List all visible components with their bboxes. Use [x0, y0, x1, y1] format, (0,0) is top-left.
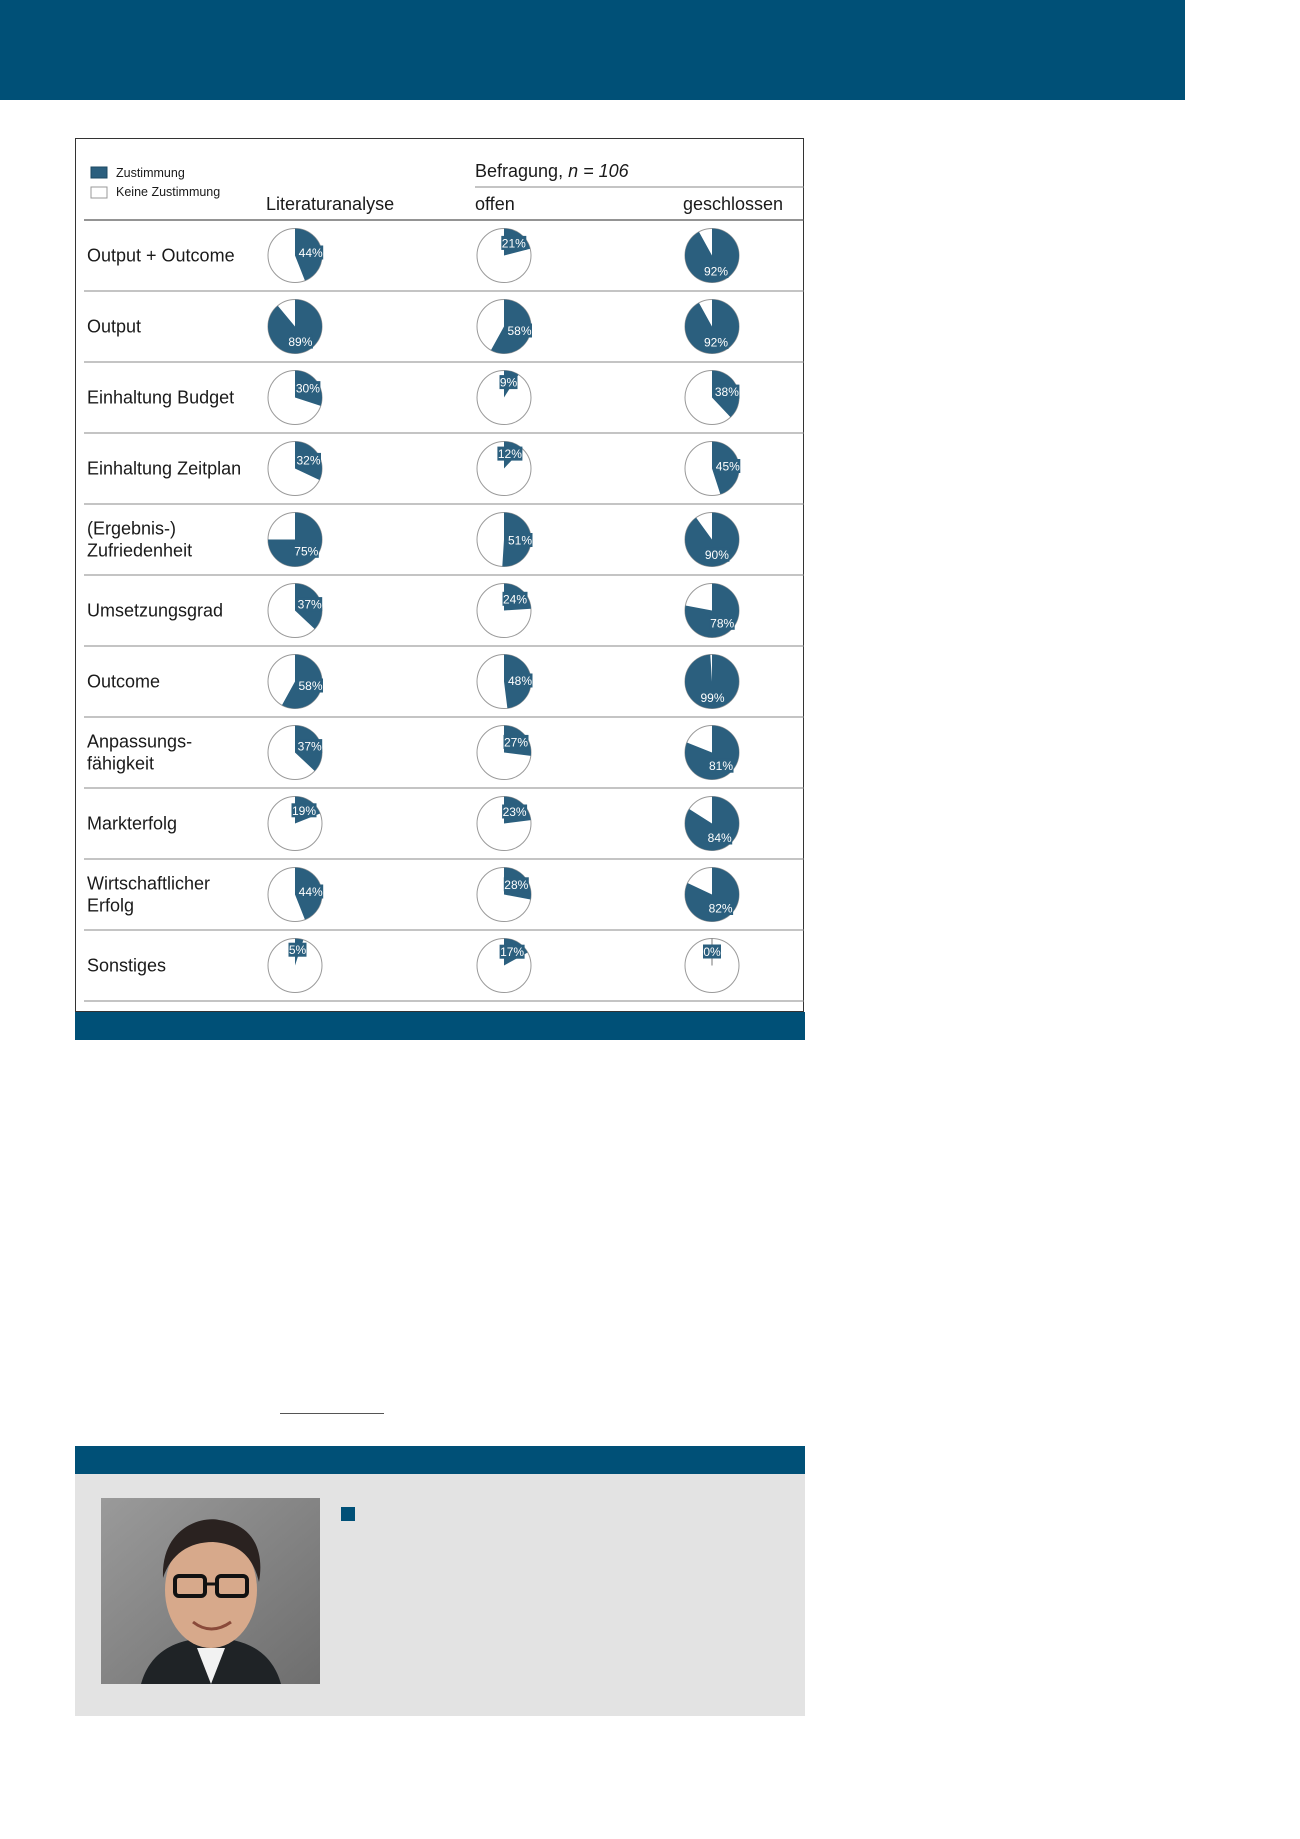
pie-label-7-1: 27%: [503, 735, 529, 750]
row-label-7-a: Anpassungs-: [87, 731, 193, 752]
pie-label-2-2: 38%: [714, 385, 739, 400]
row-label-3: Einhaltung Zeitplan: [87, 458, 242, 479]
pie-label-4-1: 51%: [507, 533, 533, 548]
column-header-0: Literaturanalyse: [266, 194, 395, 214]
group-header: Befragung, n = 106: [475, 161, 629, 181]
pie-label-10-2: 0%: [703, 945, 721, 959]
pie-label-9-1: 28%: [504, 877, 529, 892]
author-header-bar: [75, 1446, 805, 1474]
figure-bottom-bar: [75, 1012, 805, 1040]
pie-label-0-0: 44%: [298, 246, 323, 260]
pie-label-8-1: 23%: [502, 805, 527, 819]
row-label-7-b: fähigkeit: [87, 753, 155, 774]
pie-label-1-0: 89%: [288, 335, 313, 350]
pie-label-3-0: 32%: [296, 453, 321, 468]
pie-label-1-2: 92%: [703, 335, 729, 350]
row-label-8: Markterfolg: [87, 813, 178, 834]
pie-label-8-0: 19%: [291, 803, 317, 818]
pie-label-0-2: 92%: [703, 264, 729, 279]
pie-matrix-figure: [75, 138, 805, 1040]
pie-label-3-1: 12%: [497, 447, 522, 462]
pie-label-8-2: 84%: [707, 831, 732, 845]
row-label-9-b: Erfolg: [87, 895, 135, 916]
pie-label-9-2: 82%: [708, 901, 733, 916]
pie-label-2-1: 9%: [499, 375, 518, 390]
pie-label-6-1: 48%: [507, 674, 533, 688]
pie-label-7-0: 37%: [297, 739, 322, 754]
pie-label-10-0: 5%: [288, 943, 307, 958]
row-label-10: Sonstiges: [87, 955, 167, 976]
row-label-4-b: Zufriedenheit: [87, 540, 193, 561]
pie-label-0-1: 21%: [501, 236, 526, 251]
pie-label-5-1: 24%: [502, 592, 528, 607]
column-header-1: offen: [475, 194, 515, 214]
row-label-0: Output + Outcome: [87, 245, 235, 266]
pie-label-5-0: 37%: [297, 597, 322, 612]
pie-label-4-0: 75%: [294, 544, 319, 559]
row-label-6: Outcome: [87, 671, 161, 692]
pie-label-5-2: 78%: [710, 616, 735, 631]
row-label-9-a: Wirtschaftlicher: [87, 873, 211, 894]
legend-swatch-zustimmung: [91, 167, 107, 178]
pie-label-6-0: 58%: [298, 679, 323, 693]
row-label-5: Umsetzungsgrad: [87, 600, 224, 621]
author-photo: [101, 1498, 320, 1684]
column-header-2: geschlossen: [683, 194, 784, 214]
legend-label-zustimmung: Zustimmung: [116, 166, 185, 180]
pie-label-1-1: 58%: [507, 324, 532, 338]
pie-matrix-chart: [75, 138, 805, 1012]
author-box: [75, 1474, 805, 1716]
legend-label-keine-zustimmung: Keine Zustimmung: [116, 185, 221, 199]
pie-label-10-1: 17%: [500, 945, 525, 960]
pie-label-7-2: 81%: [708, 759, 734, 774]
legend-swatch-keine-zustimmung: [91, 187, 107, 198]
pie-label-3-2: 45%: [715, 459, 740, 474]
footnote-divider: [280, 1413, 384, 1414]
row-label-2: Einhaltung Budget: [87, 387, 235, 408]
square-bullet-icon: [341, 1507, 355, 1521]
pie-label-4-2: 90%: [704, 548, 729, 563]
pie-label-2-0: 30%: [295, 381, 320, 396]
row-label-1: Output: [87, 316, 142, 337]
top-banner: [0, 0, 1185, 100]
pie-label-6-2: 99%: [700, 691, 725, 705]
pie-label-9-0: 44%: [298, 885, 323, 899]
row-label-4-a: (Ergebnis-): [87, 518, 177, 539]
